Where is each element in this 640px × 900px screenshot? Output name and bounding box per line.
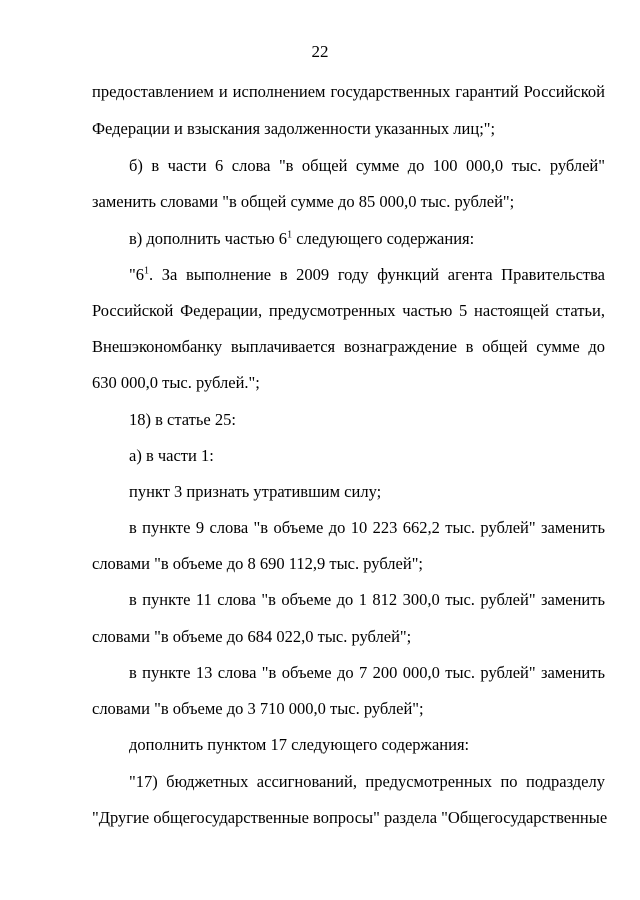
text-line [129,229,474,249]
text-fragment: следующего содержания: [292,229,475,248]
text-line: Федерации и взыскания задолженности указанных лиц;"; [92,119,496,138]
text-line: дополнить пунктом 17 следующего содержания: [129,735,470,754]
text-line: в пункте 13 слова "в объеме до 7 200 000,0 тыс. рублей" заменить [129,663,605,682]
text-line: "17) бюджетных ассигнований, предусмотренных по подразделу [129,772,605,791]
text-line [129,265,605,285]
text-line: Внешэкономбанку выплачивается вознаграждение в общей сумме до [92,337,605,356]
text-fragment: в) дополнить частью 6 [129,229,288,248]
text-line: в пункте 9 слова "в объеме до 10 223 662,2 тыс. рублей" заменить [129,518,605,537]
text-line: словами "в объеме до 684 022,0 тыс. рублей"; [92,627,412,646]
page-number: 22 [311,42,329,61]
text-line: "Другие общегосударственные вопросы" раздела "Общегосударственные [92,808,608,827]
text-line: 18) в статье 25: [129,410,236,429]
text-fragment: "6 [129,265,144,284]
text-line: предоставлением и исполнением государственных гарантий Российской [92,82,605,101]
text-line: а) в части 1: [129,446,214,465]
text-line: б) в части 6 слова "в общей сумме до 100 000,0 тыс. рублей" [129,156,605,175]
text-line: 630 000,0 тыс. рублей."; [92,373,260,392]
superscript: 1 [144,265,149,277]
text-line: в пункте 11 слова "в объеме до 1 812 300,0 тыс. рублей" заменить [129,590,605,609]
text-line: словами "в объеме до 3 710 000,0 тыс. рублей"; [92,699,424,718]
text-line: пункт 3 признать утратившим силу; [129,482,382,501]
text-line: Российской Федерации, предусмотренных частью 5 настоящей статьи, [92,301,605,320]
text-line: словами "в объеме до 8 690 112,9 тыс. рублей"; [92,554,424,573]
text-fragment: . За выполнение в 2009 году функций агента Правительства [149,265,605,284]
superscript: 1 [287,229,293,241]
text-line: заменить словами "в общей сумме до 85 000,0 тыс. рублей"; [92,192,515,211]
